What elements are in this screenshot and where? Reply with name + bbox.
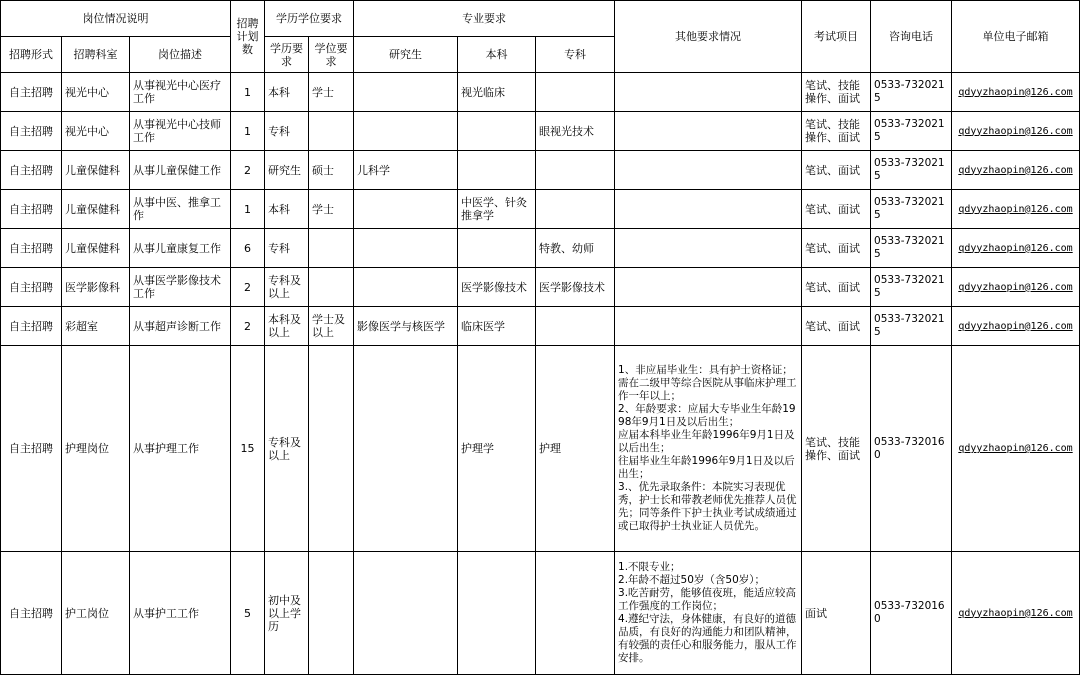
header-desc: 岗位描述 <box>130 37 231 73</box>
email-cell: qdyyzhaopin@126.com <box>952 151 1080 190</box>
table-body <box>1 73 1080 675</box>
bachelor-cell <box>458 552 536 675</box>
dept-cell: 护理岗位 <box>62 346 130 552</box>
college-cell: 特教、幼师 <box>536 229 615 268</box>
degree-cell <box>309 112 354 151</box>
phone-cell: 0533-7320215 <box>871 307 952 346</box>
other-cell <box>615 552 802 675</box>
other-cell <box>615 229 802 268</box>
grad-cell <box>354 73 458 112</box>
grad-cell <box>354 229 458 268</box>
count-cell: 5 <box>231 552 265 675</box>
header-edu-req: 学历学位要求 <box>265 1 354 37</box>
dept-cell: 儿童保健科 <box>62 151 130 190</box>
degree-cell: 学士及以上 <box>309 307 354 346</box>
exam-cell: 笔试、面试 <box>802 307 871 346</box>
email-cell: qdyyzhaopin@126.com <box>952 307 1080 346</box>
form-cell: 自主招聘 <box>1 112 62 151</box>
desc-cell: 从事儿童保健工作 <box>130 151 231 190</box>
exam-cell: 笔试、技能操作、面试 <box>802 73 871 112</box>
other-cell <box>615 190 802 229</box>
degree-cell <box>309 552 354 675</box>
dept-cell: 儿童保健科 <box>62 229 130 268</box>
header-position-info: 岗位情况说明 <box>1 1 231 37</box>
header-bachelor: 本科 <box>458 37 536 73</box>
header-email: 单位电子邮箱 <box>952 1 1080 73</box>
degree-cell: 学士 <box>309 190 354 229</box>
degree-cell: 学士 <box>309 73 354 112</box>
desc-cell: 从事超声诊断工作 <box>130 307 231 346</box>
bachelor-cell <box>458 112 536 151</box>
email-cell: qdyyzhaopin@126.com <box>952 229 1080 268</box>
email-cell: qdyyzhaopin@126.com <box>952 552 1080 675</box>
form-cell: 自主招聘 <box>1 552 62 675</box>
exam-cell: 笔试、面试 <box>802 151 871 190</box>
table-row <box>1 552 1080 675</box>
count-cell: 6 <box>231 229 265 268</box>
college-cell: 医学影像技术 <box>536 268 615 307</box>
exam-cell: 笔试、面试 <box>802 190 871 229</box>
table-row <box>1 346 1080 552</box>
other-req-line: 2.年龄不超过50岁（含50岁）； <box>618 574 766 586</box>
dept-cell: 视光中心 <box>62 112 130 151</box>
email-cell: qdyyzhaopin@126.com <box>952 112 1080 151</box>
email-cell: qdyyzhaopin@126.com <box>952 346 1080 552</box>
email-cell: qdyyzhaopin@126.com <box>952 268 1080 307</box>
grad-cell <box>354 552 458 675</box>
header-other-req: 其他要求情况 <box>615 1 802 73</box>
count-cell: 1 <box>231 112 265 151</box>
other-cell <box>615 112 802 151</box>
header-major-req: 专业要求 <box>354 1 615 37</box>
college-cell <box>536 151 615 190</box>
edu-cell: 专科 <box>265 229 309 268</box>
grad-cell <box>354 268 458 307</box>
phone-cell: 0533-7320215 <box>871 190 952 229</box>
grad-cell: 儿科学 <box>354 151 458 190</box>
table-row <box>1 307 1080 346</box>
form-cell: 自主招聘 <box>1 346 62 552</box>
grad-cell <box>354 190 458 229</box>
edu-cell: 专科及以上 <box>265 268 309 307</box>
dept-cell: 儿童保健科 <box>62 190 130 229</box>
bachelor-cell: 医学影像技术 <box>458 268 536 307</box>
header-college: 专科 <box>536 37 615 73</box>
desc-cell: 从事儿童康复工作 <box>130 229 231 268</box>
edu-cell: 本科 <box>265 190 309 229</box>
other-req-line: 应届本科毕业生年龄1996年9月1日及以后出生； <box>618 429 795 454</box>
college-cell: 护理 <box>536 346 615 552</box>
degree-cell: 硕士 <box>309 151 354 190</box>
count-cell: 2 <box>231 307 265 346</box>
edu-cell: 研究生 <box>265 151 309 190</box>
header-edu: 学历要求 <box>265 37 309 73</box>
form-cell: 自主招聘 <box>1 151 62 190</box>
other-cell <box>615 151 802 190</box>
phone-cell: 0533-7320215 <box>871 151 952 190</box>
email-cell: qdyyzhaopin@126.com <box>952 73 1080 112</box>
other-req-line: 4.遵纪守法，身体健康，有良好的道德品质，有良好的沟通能力和团队精神，有较强的责任心和服务能力，服从工作安排。 <box>618 613 797 664</box>
count-cell: 2 <box>231 151 265 190</box>
exam-cell: 笔试、面试 <box>802 229 871 268</box>
header-dept: 招聘科室 <box>62 37 130 73</box>
header-exam: 考试项目 <box>802 1 871 73</box>
grad-cell <box>354 112 458 151</box>
form-cell: 自主招聘 <box>1 268 62 307</box>
desc-cell: 从事视光中心技师工作 <box>130 112 231 151</box>
exam-cell: 笔试、面试 <box>802 268 871 307</box>
exam-cell: 笔试、技能操作、面试 <box>802 112 871 151</box>
header-phone: 咨询电话 <box>871 1 952 73</box>
desc-cell: 从事医学影像技术工作 <box>130 268 231 307</box>
bachelor-cell: 视光临床 <box>458 73 536 112</box>
other-req-line: 往届毕业生年龄1996年9月1日及以后出生； <box>618 455 795 480</box>
phone-cell: 0533-7320160 <box>871 346 952 552</box>
degree-cell <box>309 346 354 552</box>
bachelor-cell <box>458 151 536 190</box>
grad-cell: 影像医学与核医学 <box>354 307 458 346</box>
header-degree: 学位要求 <box>309 37 354 73</box>
edu-cell: 本科 <box>265 73 309 112</box>
form-cell: 自主招聘 <box>1 229 62 268</box>
degree-cell <box>309 268 354 307</box>
dept-cell: 护工岗位 <box>62 552 130 675</box>
edu-cell: 本科及以上 <box>265 307 309 346</box>
header-recruit-plan: 招聘计划数 <box>231 1 265 73</box>
form-cell: 自主招聘 <box>1 190 62 229</box>
dept-cell: 医学影像科 <box>62 268 130 307</box>
desc-cell: 从事护工工作 <box>130 552 231 675</box>
other-cell <box>615 307 802 346</box>
bachelor-cell: 护理学 <box>458 346 536 552</box>
phone-cell: 0533-7320215 <box>871 112 952 151</box>
exam-cell: 笔试、技能操作、面试 <box>802 346 871 552</box>
count-cell: 1 <box>231 73 265 112</box>
form-cell: 自主招聘 <box>1 307 62 346</box>
degree-cell <box>309 229 354 268</box>
college-cell: 眼视光技术 <box>536 112 615 151</box>
edu-cell: 专科 <box>265 112 309 151</box>
other-cell <box>615 268 802 307</box>
email-cell: qdyyzhaopin@126.com <box>952 190 1080 229</box>
desc-cell: 从事护理工作 <box>130 346 231 552</box>
other-req-line: 2、年龄要求：应届大专毕业生年龄1998年9月1日及以后出生； <box>618 403 796 428</box>
college-cell <box>536 552 615 675</box>
count-cell: 2 <box>231 268 265 307</box>
bachelor-cell: 临床医学 <box>458 307 536 346</box>
table-row <box>1 190 1080 229</box>
desc-cell: 从事中医、推拿工作 <box>130 190 231 229</box>
other-req-line: 1、非应届毕业生：具有护士资格证；需在二级甲等综合医院从事临床护理工作一年以上； <box>618 364 797 402</box>
table-row <box>1 229 1080 268</box>
edu-cell: 初中及以上学历 <box>265 552 309 675</box>
table-row <box>1 268 1080 307</box>
table-row <box>1 112 1080 151</box>
header-grad: 研究生 <box>354 37 458 73</box>
count-cell: 1 <box>231 190 265 229</box>
other-cell <box>615 346 802 552</box>
other-req-line: 3.、优先录取条件：本院实习表现优秀，护士长和带教老师优先推荐人员优先；同等条件下护士执业考试成绩通过或已取得护士执业证人员优先。 <box>618 481 797 532</box>
form-cell: 自主招聘 <box>1 73 62 112</box>
table-row <box>1 151 1080 190</box>
header-form: 招聘形式 <box>1 37 62 73</box>
other-req-line: 1.不限专业； <box>618 561 681 573</box>
phone-cell: 0533-7320215 <box>871 73 952 112</box>
other-req-line: 3.吃苦耐劳，能够值夜班，能适应较高工作强度的工作岗位； <box>618 587 797 612</box>
bachelor-cell: 中医学、针灸推拿学 <box>458 190 536 229</box>
grad-cell <box>354 346 458 552</box>
college-cell <box>536 307 615 346</box>
phone-cell: 0533-7320160 <box>871 552 952 675</box>
desc-cell: 从事视光中心医疗工作 <box>130 73 231 112</box>
phone-cell: 0533-7320215 <box>871 229 952 268</box>
exam-cell: 面试 <box>802 552 871 675</box>
table-row <box>1 73 1080 112</box>
edu-cell: 专科及以上 <box>265 346 309 552</box>
count-cell: 15 <box>231 346 265 552</box>
college-cell <box>536 190 615 229</box>
bachelor-cell <box>458 229 536 268</box>
other-cell <box>615 73 802 112</box>
dept-cell: 视光中心 <box>62 73 130 112</box>
phone-cell: 0533-7320215 <box>871 268 952 307</box>
dept-cell: 彩超室 <box>62 307 130 346</box>
college-cell <box>536 73 615 112</box>
